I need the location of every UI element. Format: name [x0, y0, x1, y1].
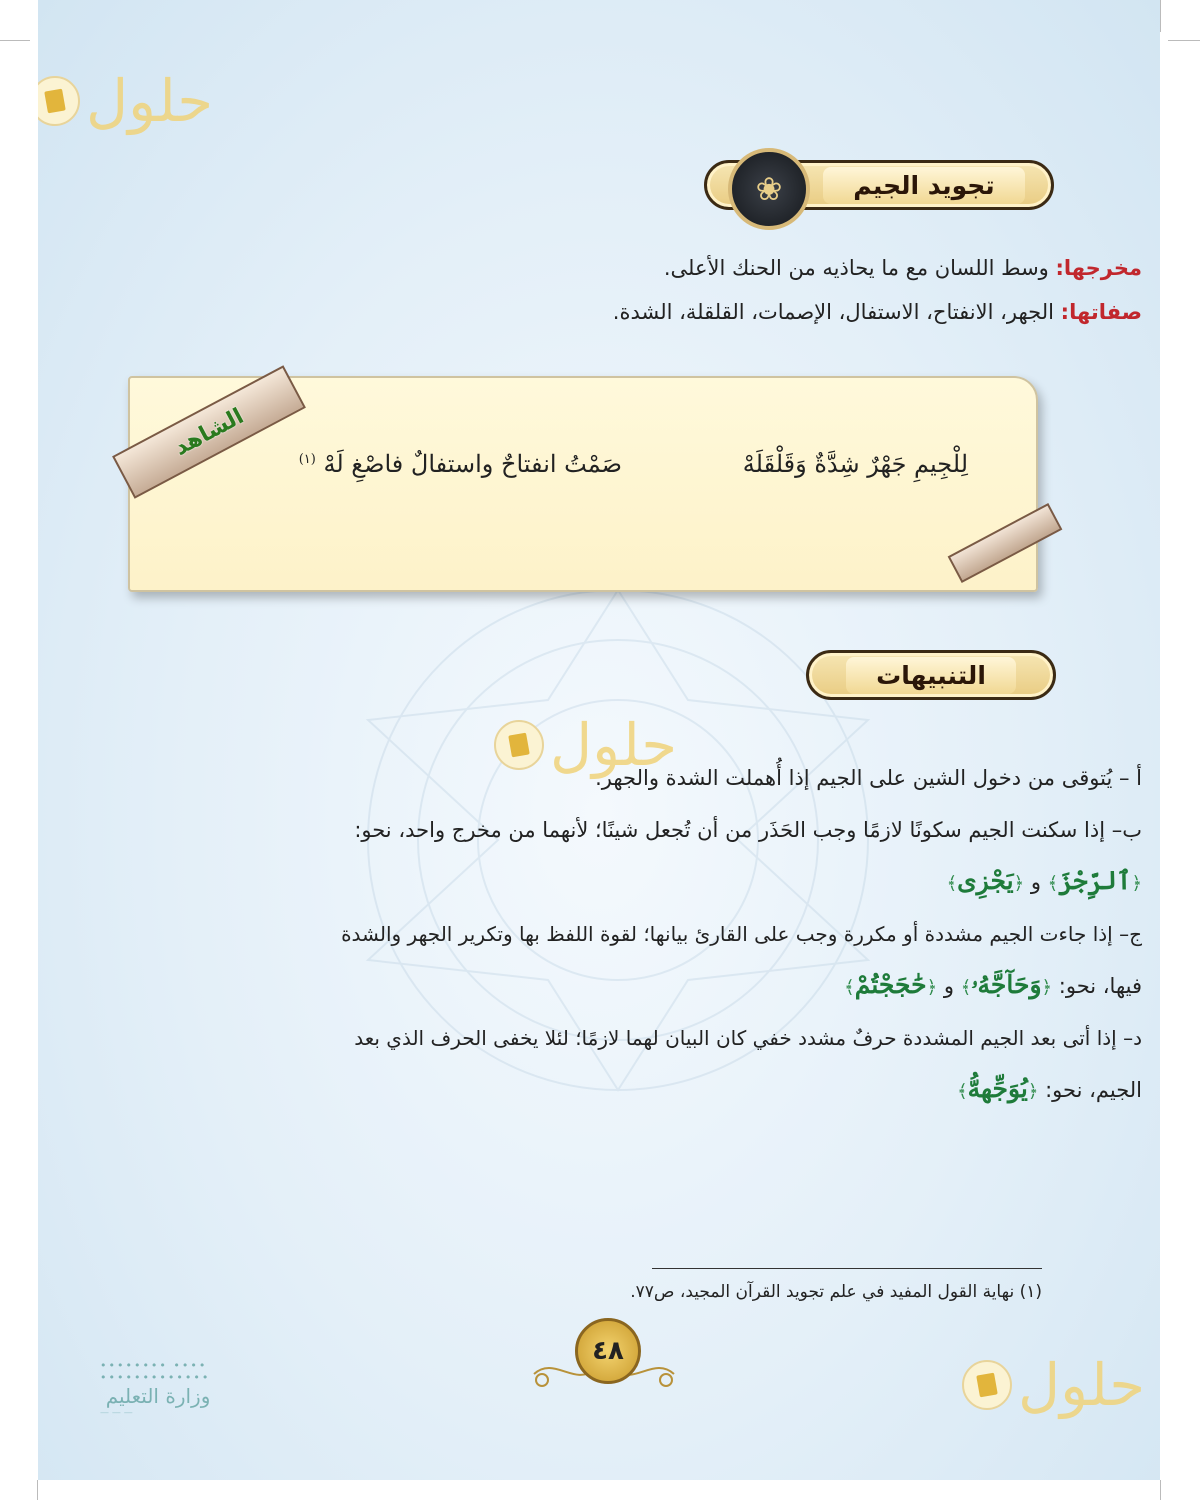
- verse-right: لِلْجِيمِ جَهْرٌ شِدَّةٌ وَقَلْقَلَهْ: [742, 450, 968, 478]
- shahid-label: الشاهد: [170, 403, 248, 461]
- note-d: د– إذا أتى بعد الجيم المشددة حرفٌ مشدد خفي كان البيان لهما لازمًا؛ لئلا يخفى الحرف الذي بعد: [354, 1026, 1142, 1050]
- ayah-bracket-icon: ﴿: [1041, 977, 1053, 998]
- watermark-bottom-right: حلول: [962, 1356, 1145, 1414]
- footnote: (١) نهاية القول المفيد في علم تجويد القرآن المجيد، ص٧٧.: [630, 1282, 1042, 1302]
- section-header-notes: [806, 644, 1056, 706]
- makhraj-line: [664, 256, 1142, 280]
- crop-mark: [1160, 0, 1161, 32]
- ayah-example: ٱلرِّجْزَ: [1058, 866, 1132, 895]
- book-icon: [962, 1360, 1012, 1410]
- note-b-examples: ﴿ٱلرِّجْزَ﴾ و ﴿يَجْزِى﴾: [946, 866, 1142, 895]
- page-number: ٤٨: [575, 1318, 641, 1384]
- ministry-logo-icon: •••••••• •••• •••••••••••••: [100, 1359, 211, 1384]
- makhraj-label: مخرجها:: [1055, 256, 1142, 280]
- ayah-bracket-icon: ﴾: [960, 977, 972, 998]
- flower-emblem-icon: ❀: [728, 148, 810, 230]
- sifat-text: الجهر، الانفتاح، الاستفال، الإصمات، القلقلة، الشدة.: [612, 300, 1054, 324]
- crop-mark: [37, 1480, 38, 1500]
- section-title: التنبيهات: [846, 657, 1016, 694]
- ayah-example: يَجْزِى: [957, 866, 1014, 895]
- note-c: ج– إذا جاءت الجيم مشددة أو مكررة وجب على القارئ بيانها؛ لقوة اللفظ بها وتكرير الجهر والشدة: [341, 922, 1142, 946]
- ayah-bracket-icon: ﴾: [946, 873, 958, 894]
- verse-left: [299, 450, 622, 478]
- footnote-marker: (١): [298, 452, 316, 467]
- watermark-center: حلول: [494, 716, 677, 774]
- note-a: أ – يُتوقى من دخول الشين على الجيم إذا أُهملت الشدة والجهر.: [595, 766, 1142, 790]
- sifat-label: صفاتها:: [1060, 300, 1142, 324]
- ayah-bracket-icon: ﴿: [926, 977, 938, 998]
- ayah-example: يُوَجِّههُّ: [967, 1074, 1028, 1103]
- note-b: ب– إذا سكنت الجيم سكونًا لازمًا وجب الحَذَر من أن تُجعل شينًا؛ لأنهما من مخرج واحد، نحو:: [354, 818, 1142, 842]
- footnote-rule: [652, 1268, 1042, 1269]
- ayah-bracket-icon: ﴾: [957, 1081, 968, 1102]
- crop-mark: [1168, 40, 1200, 41]
- verse-left-text: صَمْتُ انفتاحٌ واستفالٌ فاصْغِ لَهْ: [323, 450, 622, 478]
- ayah-bracket-icon: ﴿: [1131, 873, 1142, 894]
- ayah-bracket-icon: ﴿: [1027, 1081, 1039, 1102]
- section-title: تجويد الجيم: [823, 167, 1024, 204]
- makhraj-text: وسط اللسان مع ما يحاذيه من الحنك الأعلى.: [663, 256, 1049, 280]
- sifat-line: [613, 300, 1142, 324]
- ministry-logo-subtext: — — —: [100, 1408, 133, 1418]
- ayah-example: حَٰجَجْتُمْ: [854, 970, 927, 999]
- ayah-bracket-icon: ﴿: [1013, 873, 1025, 894]
- note-c-examples: فيها، نحو: ﴿وَحَآجَّهُۥ﴾ و ﴿حَٰجَجْتُمْ﴾: [844, 970, 1142, 999]
- note-d-examples: الجيم، نحو: ﴿يُوَجِّههُّ﴾: [957, 1074, 1142, 1103]
- crop-mark: [1160, 1480, 1161, 1500]
- ayah-example: وَحَآجَّهُۥ: [971, 970, 1042, 999]
- page: [38, 0, 1160, 1480]
- crop-mark: [0, 40, 30, 41]
- watermark-top-left: حلول: [38, 72, 213, 130]
- book-icon: [38, 76, 80, 126]
- ayah-bracket-icon: ﴾: [1047, 873, 1059, 894]
- ayah-bracket-icon: ﴾: [844, 977, 855, 998]
- book-icon: [494, 720, 544, 770]
- ministry-logo: •••••••• •••• ••••••••••••• وزارة التعليم — — —: [100, 1359, 211, 1418]
